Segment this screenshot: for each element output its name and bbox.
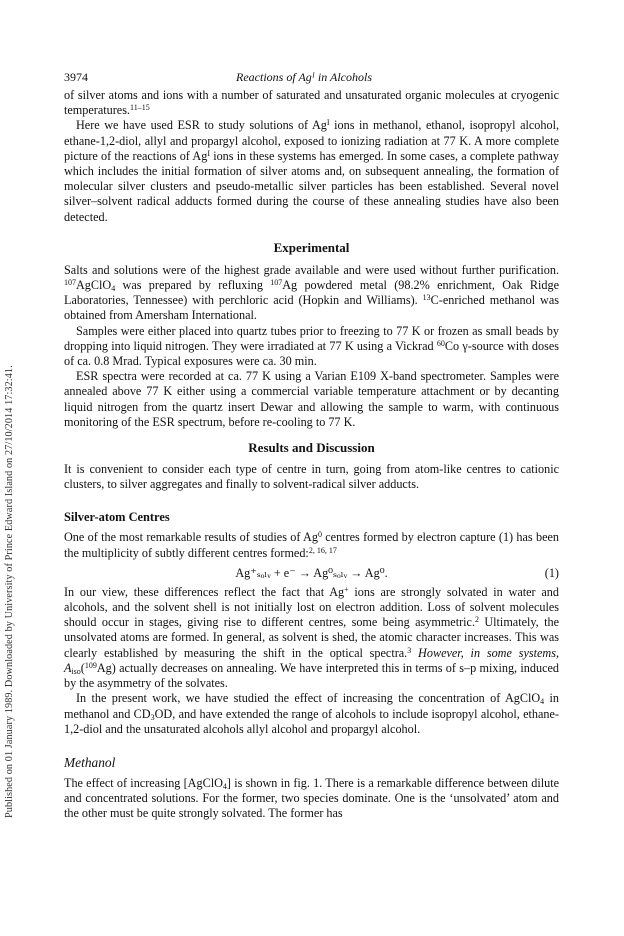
running-title: Reactions of Agᴵ in Alcohols bbox=[236, 70, 373, 84]
equation-1 bbox=[64, 565, 559, 581]
download-watermark-text: Published on 01 January 1989. Downloaded by University of Prince Edward Island on 27/10/2014 17:32:41. bbox=[4, 365, 15, 818]
silver-atom-heading: Silver-atom Centres bbox=[64, 510, 170, 525]
equation-body: Ag⁺ₛₒₗᵥ + e⁻ → Ag⁰ₛₒₗᵥ → Ag⁰. bbox=[235, 565, 388, 580]
download-watermark bbox=[4, 118, 16, 818]
silver-atom-paragraph-3: In the present work, we have studied the effect of increasing the concentration of AgClO$_4$ in methanol and $CD_3OD$, and have extended the range of alcohols to include isopropyl alcohol, ethane-1,2-diol and the unsaturated alcohols allyl alcohol and propargyl alcohol. bbox=[64, 691, 559, 736]
page-number: 3974 bbox=[64, 70, 88, 84]
experimental-paragraph-3: ESR spectra were recorded at ca. 77 K using a Varian E109 X-band spectrometer. Samples were annealed above 77 K either using a commercial variable temperature attachment or by decanting liquid nitrogen from the quartz insert Dewar and allowing the sample to warm, with continuous monitoring of the ESR spectrum, before re-cooling to 77 K. bbox=[64, 369, 559, 429]
results-paragraph-1: It is convenient to consider each type of centre in turn, going from atom-like centres to cationic clusters, to silver aggregates and finally to solvent-radical silver adducts. bbox=[64, 462, 559, 492]
experimental-paragraph-1: Salts and solutions were of the highest grade available and were used without further purification. $^{107}$AgClO$_4$ was prepared by refluxing $^{107}$Ag powdered metal (98.2% enrichment, Oak Ridge Laboratories, Tennessee) with perchloric acid (Hopkin and Williams). $^{13}$C-enriched methanol was obtained from Amersham International. bbox=[64, 262, 559, 323]
methanol-paragraph-1: The effect of increasing [AgClO$_4$] is shown in fig. 1. There is a remarkable difference between dilute and concentrated solutions. For the former, two species dominate. One is the ‘unsolvated’ atom and the other must be quite strongly solvated. The former has bbox=[64, 775, 559, 821]
intro-paragraph-2: Here we have used ESR to study solutions of $Ag^I$ ions in methanol, ethanol, isopropyl alcohol, ethane-1,2-diol, allyl and propargyl alcohol, exposed to ionizing radiation at 77 K. A more complete picture of the reactions of $Ag^I$ ions in these systems has emerged. In some cases, a complete pathway which includes the initial formation of silver atoms and, on subsequent annealing, the formation of molecular silver clusters and pseudo-metallic silver particles has been established. Several novel silver–solvent radical adducts formed during the course of these annealing studies have also been detected. bbox=[64, 118, 560, 224]
intro-paragraph-1: of silver atoms and ions with a number of saturated and unsaturated organic molecules at cryogenic temperatures.$^{11-15}$ bbox=[64, 88, 559, 118]
silver-atom-paragraph-2: In our view, these differences reflect the fact that Ag+ ions are strongly solvated in water and alcohols, and the solvent shell is not initially lost on electron addition. Loss of solvent molecules should occur in stages, giving rise to different centres, some being asymmetric.$^2$ Ultimately, the unsolvated atoms are formed. In general, as solvent is shed, the atomic character increases. This was clearly established by measuring the shift in the optical spectra.$^3$ However, in some systems, $A_{iso}(^{109}Ag)$ actually decreases on annealing. We have interpreted this in terms of s–p mixing, induced by the asymmetry of the solvates. bbox=[64, 584, 559, 691]
running-head bbox=[64, 70, 559, 88]
experimental-paragraph-2: Samples were either placed into quartz tubes prior to freezing to 77 K or frozen as small beads by dropping into liquid nitrogen. They were irradiated at 77 K using a Vickrad $^{60}$Co γ-source with doses of ca. 0.8 Mrad. Typical exposures were ca. 30 min. bbox=[64, 323, 559, 369]
equation-number: (1) bbox=[544, 565, 559, 580]
journal-page bbox=[64, 70, 559, 822]
methanol-heading: Methanol bbox=[64, 754, 116, 770]
experimental-heading: Experimental bbox=[273, 239, 350, 255]
silver-atom-paragraph-1: One of the most remarkable results of studies of Ag$^0$ centres formed by electron capture (1) has been the multiplicity of subtly different centres formed:$^{2, 16, 17}$ bbox=[64, 530, 559, 560]
results-heading: Results and Discussion bbox=[248, 440, 375, 456]
